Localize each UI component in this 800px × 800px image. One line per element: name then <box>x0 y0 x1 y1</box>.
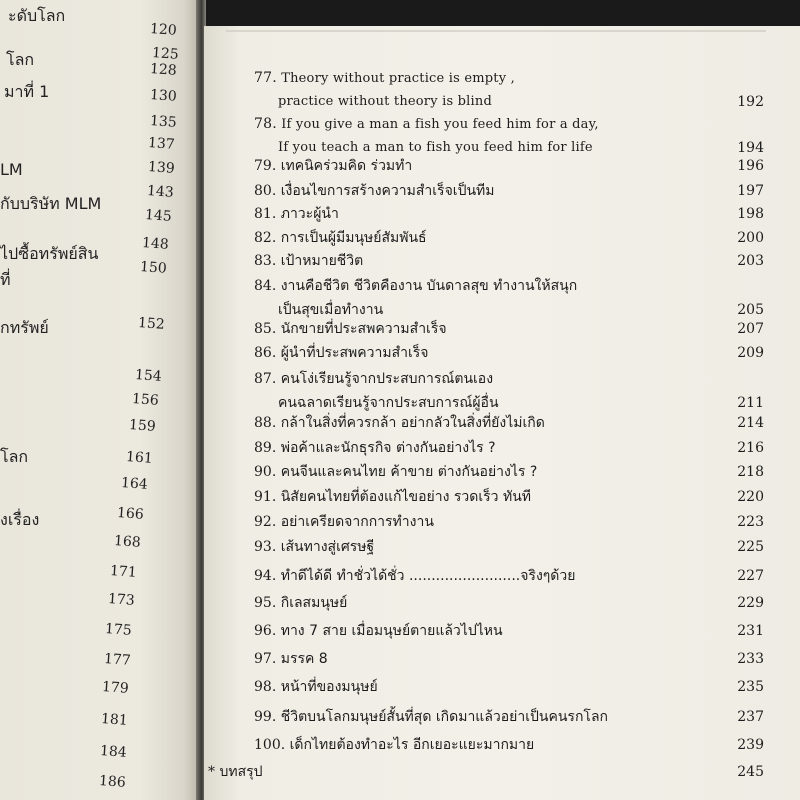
toc-entry-page-number: 235 <box>737 679 764 695</box>
toc-entry-text: ทำดีได้ดี ทำชั่วได้ชั่ว .........................จริงๆด้วย <box>280 568 576 584</box>
toc-entry <box>254 511 764 535</box>
toc-entry <box>254 203 764 227</box>
toc-entry-title <box>254 368 493 390</box>
toc-entry-number: 97. <box>254 651 277 667</box>
toc-entry-page-number: 196 <box>737 158 764 174</box>
toc-entry-title <box>254 592 347 614</box>
toc-entry-number: 90. <box>254 464 277 480</box>
toc-entry <box>254 648 764 672</box>
toc-entry-number: 81. <box>254 206 277 222</box>
toc-entry-number: 87. <box>254 371 277 387</box>
toc-entry-text: Theory without practice is empty , <box>281 71 515 86</box>
toc-entry <box>254 565 764 589</box>
toc-entry-title <box>254 227 427 249</box>
toc-entry-title <box>254 275 577 297</box>
toc-entry-number: 85. <box>254 321 277 337</box>
toc-entry <box>254 620 764 644</box>
toc-entry-page-number: 197 <box>737 183 764 199</box>
left-toc-page: 120 <box>149 21 178 39</box>
left-toc-title: LM <box>0 160 23 179</box>
left-toc-title: ที่ <box>0 270 11 289</box>
left-toc-page: 186 <box>98 773 127 791</box>
left-toc-page: 139 <box>147 159 176 177</box>
toc-entry <box>254 155 764 179</box>
left-toc-title: ไปซื้อทรัพย์สิน <box>0 244 99 263</box>
toc-entry-title <box>254 648 328 670</box>
toc-entry-text: If you give a man a fish you feed him for a day, <box>281 117 599 132</box>
toc-entry-title <box>254 155 412 177</box>
toc-entry-page-number: 229 <box>737 595 764 611</box>
toc-entry <box>254 368 764 416</box>
toc-entry-title <box>254 734 534 756</box>
toc-entry-title-continued: เป็นสุขเมื่อทำงาน <box>278 302 384 318</box>
toc-entry <box>254 734 764 758</box>
toc-entry-text: เป้าหมายชีวิต <box>280 253 364 269</box>
toc-entry-number: 89. <box>254 440 277 456</box>
toc-entry-title <box>254 461 537 483</box>
toc-entry <box>254 486 764 510</box>
left-toc-title: กับบริษัท MLM <box>0 194 102 213</box>
toc-entry-title <box>254 342 429 364</box>
toc-entry <box>254 461 764 485</box>
toc-entry-number: 86. <box>254 345 277 361</box>
toc-entry-text: พ่อค้าและนักธุรกิจ ต่างกันอย่างไร ? <box>280 440 496 456</box>
toc-entry-text: งานคือชีวิต ชีวิตคืองาน บันดาลสุข ทำงานให้สนุก <box>280 278 578 294</box>
toc-entry-page-number: 194 <box>737 140 764 156</box>
toc-entry-title <box>254 412 545 434</box>
toc-entry-number: 95. <box>254 595 277 611</box>
left-toc-page: 156 <box>131 391 160 409</box>
toc-entry-number: 77. <box>254 70 277 86</box>
toc-entry-number: 82. <box>254 230 277 246</box>
toc-entry <box>254 67 764 115</box>
toc-entry-title <box>254 706 608 728</box>
toc-entry-number: 83. <box>254 253 277 269</box>
left-toc-title: ะดับโลก <box>8 6 66 25</box>
toc-entry-page-number: 227 <box>737 568 764 584</box>
toc-entry-number: 79. <box>254 158 277 174</box>
left-toc-page: 179 <box>101 679 130 697</box>
toc-entry-text: เด็กไทยต้องทำอะไร อีกเยอะแยะมากมาย <box>289 737 535 753</box>
toc-entry <box>254 342 764 366</box>
left-toc-page: 161 <box>125 449 154 467</box>
toc-entry-page-number: 245 <box>737 764 764 780</box>
left-toc-title: มาที่ 1 <box>4 82 50 101</box>
left-toc-page: 145 <box>144 207 173 225</box>
toc-entry-text: ทาง 7 สาย เมื่อมนุษย์ตายแล้วไปไหน <box>280 623 503 639</box>
left-toc-page: 130 <box>149 87 178 105</box>
left-page <box>0 0 200 800</box>
toc-entry-number: 80. <box>254 183 277 199</box>
toc-entry-page-number: 198 <box>737 206 764 222</box>
left-toc-page: 150 <box>139 259 168 277</box>
toc-entry-text: เทคนิคร่วมคิด ร่วมทำ <box>280 158 413 174</box>
toc-entry-page-number: 225 <box>737 539 764 555</box>
toc-entry-page-number: 223 <box>737 514 764 530</box>
toc-entry-number: 78. <box>254 116 277 132</box>
toc-entry <box>254 275 764 323</box>
left-toc-title: กทรัพย์ <box>0 318 49 337</box>
toc-entry-title-continued: practice without theory is blind <box>278 94 492 109</box>
toc-entry-page-number: 214 <box>737 415 764 431</box>
toc-entry-page-number: 205 <box>737 302 764 318</box>
toc-entry-title-continued: If you teach a man to fish you feed him for life <box>278 140 593 155</box>
toc-entry-page-number: 233 <box>737 651 764 667</box>
left-toc-title: งเรื่อง <box>0 510 40 529</box>
toc-entry-number: 96. <box>254 623 277 639</box>
toc-entry-number: 98. <box>254 679 277 695</box>
toc-entry-page-number: 239 <box>737 737 764 753</box>
toc-entry <box>208 761 764 785</box>
toc-entry-text: นิสัยคนไทยที่ต้องแก้ไขอย่าง รวดเร็ว ทันที <box>280 489 531 505</box>
toc-entry-title <box>254 113 599 136</box>
toc-entry-page-number: 207 <box>737 321 764 337</box>
toc-entry-number: 88. <box>254 415 277 431</box>
toc-entry-number: 84. <box>254 278 277 294</box>
toc-entry-text: คนโง่เรียนรู้จากประสบการณ์ตนเอง <box>280 371 494 387</box>
toc-entry-page-number: 231 <box>737 623 764 639</box>
left-toc-page: 177 <box>103 651 132 669</box>
toc-entry-title <box>254 437 496 459</box>
toc-entry-number: 93. <box>254 539 277 555</box>
toc-entry-title <box>254 318 447 340</box>
right-page-table-of-contents <box>204 26 800 800</box>
toc-entry <box>254 706 764 730</box>
toc-entry <box>254 676 764 700</box>
toc-entry-title <box>254 203 339 225</box>
toc-entry <box>254 113 764 161</box>
toc-entry-text: บทสรุป <box>219 764 263 780</box>
toc-entry-text: เส้นทางสู่เศรษฐี <box>280 539 375 555</box>
left-toc-page: 168 <box>113 533 142 551</box>
toc-entry-title <box>254 180 494 202</box>
left-toc-page: 148 <box>141 235 170 253</box>
toc-entry-page-number: 209 <box>737 345 764 361</box>
left-toc-page: 125 <box>151 45 180 63</box>
toc-entry-number: 94. <box>254 568 277 584</box>
left-toc-page: 184 <box>99 743 128 761</box>
left-toc-page: 159 <box>128 417 157 435</box>
toc-entry <box>254 437 764 461</box>
toc-entry-text: การเป็นผู้มีมนุษย์สัมพันธ์ <box>280 230 427 246</box>
toc-entry-title <box>254 511 434 533</box>
toc-entry <box>254 227 764 251</box>
toc-entry-title <box>208 761 263 783</box>
toc-entry <box>254 536 764 560</box>
left-toc-page: 154 <box>134 367 163 385</box>
toc-entry-text: มรรค 8 <box>280 651 328 667</box>
left-toc-page: 181 <box>100 711 129 729</box>
toc-entry-text: กล้าในสิ่งที่ควรกล้า อย่ากลัวในสิ่งที่ยังไม่เกิด <box>280 415 545 431</box>
toc-entry-number: 92. <box>254 514 277 530</box>
toc-entry-text: หน้าที่ของมนุษย์ <box>280 679 378 695</box>
toc-entry <box>254 318 764 342</box>
toc-entry-title <box>254 250 363 272</box>
toc-entry-page-number: 218 <box>737 464 764 480</box>
toc-entry-page-number: 220 <box>737 489 764 505</box>
toc-entry-title <box>254 536 374 558</box>
toc-entry-number: * <box>208 764 215 780</box>
toc-entry-number: 100. <box>254 737 286 753</box>
toc-entry-page-number: 237 <box>737 709 764 725</box>
toc-entry-title <box>254 565 575 587</box>
toc-entry-page-number: 200 <box>737 230 764 246</box>
toc-entry-page-number: 203 <box>737 253 764 269</box>
left-toc-page: 173 <box>107 591 136 609</box>
toc-entry-title-continued: คนฉลาดเรียนรู้จากประสบการณ์ผู้อื่น <box>278 395 499 411</box>
toc-entry-title <box>254 67 515 90</box>
toc-entry <box>254 592 764 616</box>
left-toc-page: 128 <box>149 61 178 79</box>
toc-entry-text: ภาวะผู้นำ <box>280 206 339 222</box>
toc-entry-page-number: 216 <box>737 440 764 456</box>
toc-entry-page-number: 192 <box>737 94 764 110</box>
toc-entry-text: ผู้นำที่ประสพความสำเร็จ <box>280 345 429 361</box>
left-toc-page: 171 <box>109 563 138 581</box>
toc-entry-text: คนจีนและคนไทย ค้าขาย ต่างกันอย่างไร ? <box>280 464 538 480</box>
toc-entry-text: อย่าเครียดจากการทำงาน <box>280 514 434 530</box>
toc-entry <box>254 412 764 436</box>
toc-entry-title <box>254 676 378 698</box>
toc-entry-number: 91. <box>254 489 277 505</box>
toc-entry-text: ชีวิตบนโลกมนุษย์สั้นที่สุด เกิดมาแล้วอย่าเป็นคนรกโลก <box>280 709 608 725</box>
left-toc-page: 164 <box>120 475 149 493</box>
left-toc-page: 143 <box>146 183 175 201</box>
left-toc-page: 166 <box>116 505 145 523</box>
toc-entry-title <box>254 486 531 508</box>
toc-entry <box>254 180 764 204</box>
toc-entry-title <box>254 620 503 642</box>
toc-entry-text: กิเลสมนุษย์ <box>280 595 348 611</box>
left-toc-page: 137 <box>147 135 176 153</box>
left-toc-page: 175 <box>104 621 133 639</box>
toc-entry-text: เงื่อนไขการสร้างความสำเร็จเป็นทีม <box>280 183 495 199</box>
toc-entry-number: 99. <box>254 709 277 725</box>
left-toc-page: 152 <box>137 315 166 333</box>
toc-entry <box>254 250 764 274</box>
toc-entry-page-number: 211 <box>737 395 764 411</box>
left-toc-title: โลก <box>6 50 35 69</box>
left-toc-title: โลก <box>0 447 29 466</box>
toc-entry-text: นักขายที่ประสพความสำเร็จ <box>280 321 447 337</box>
left-toc-page: 135 <box>149 113 178 131</box>
